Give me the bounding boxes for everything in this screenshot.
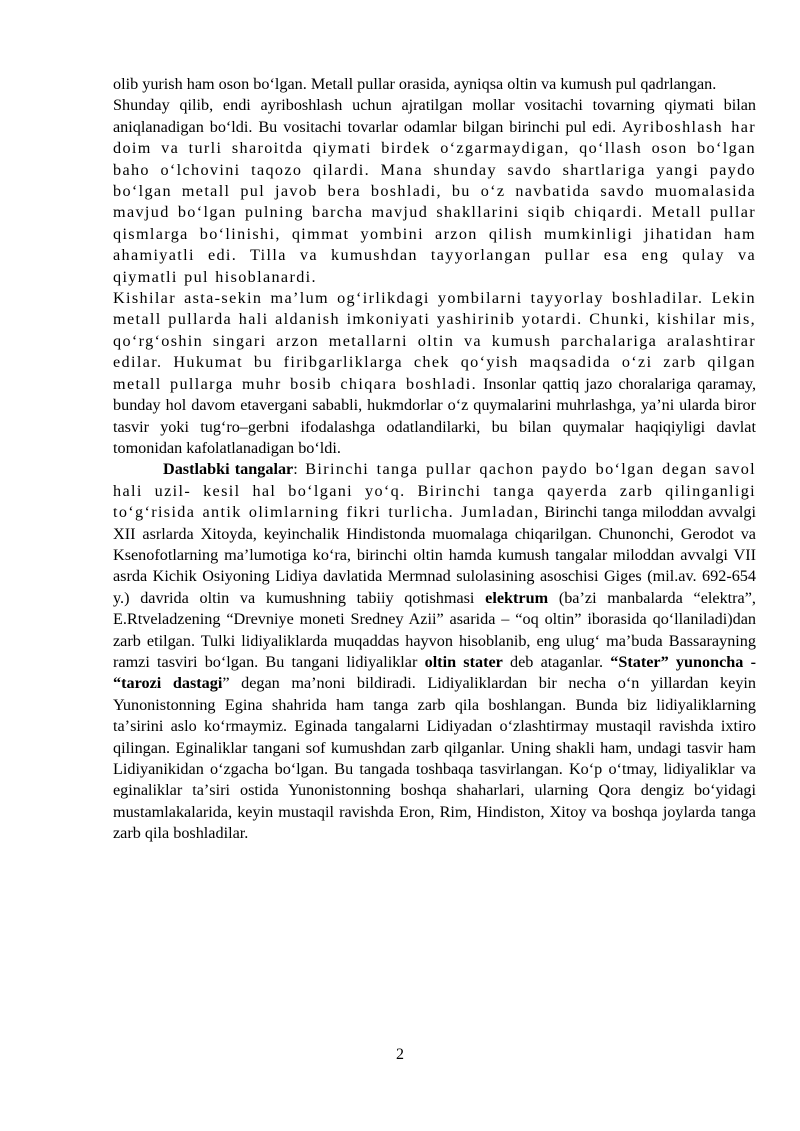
term-elektrum: elektrum bbox=[485, 588, 549, 607]
paragraph-4-text-4: ” degan maʼnoni bildiradi. Lidiyaliklardan bir necha oʻn yillardan keyin Yunonistonning Egina shahrida ham tanga zarb qila boshlangan. Bunda biz lidiyaliklarning taʼsirini aslo koʻrmaymiz. Eginada tangalarni Lidiyadan oʻzlashtirmay mustaqil ravishda ixtiro qilingan. Eginaliklar tangani sof kumushdan zarb qilganlar. Uning shakli ham, undagi tasvir ham Lidiyanikidan oʻzgacha boʻlgan. Bu tangada toshbaqa tasvirlangan. Koʻp oʻtmay, lidiyaliklar va eginaliklar taʼsiri ostida Yunonistonning boshqa shaharlari, ularning Qora dengiz boʻyidagi mustamlakalarida, keyin mustaqil ravishda Eron, Rim, Hindiston, Xitoy va boshqa joylarda tanga zarb qila boshladilar. bbox=[113, 674, 757, 843]
paragraph-3 bbox=[113, 288, 756, 459]
heading-colon: : bbox=[293, 460, 298, 479]
paragraph-1 bbox=[113, 74, 756, 95]
paragraph-3-text: Insonlar qattiq jazo choralariga qaramay, bunday hol davom etavergani sababli, hukmdorlar oʻz quymalarini muhrlashga, yaʼni ularda biror tasvir yoki tugʻro–gerbni ifodalashga odatlandilarki, bu bilan quymalar haqiqiyligi davlat tomonidan kafolatlanadigan boʻldi. bbox=[113, 374, 757, 457]
term-stater: “Stater” yunoncha - “tarozi dastagi bbox=[113, 652, 756, 693]
body-text bbox=[113, 74, 756, 845]
term-oltin-stater: oltin stater bbox=[424, 652, 503, 671]
paragraph-4-text-2: (baʼzi manbalarda “elektra”, E.Rtveladzening “Drevniye moneti Sredney Azii” asarida – “oq oltin” iborasida qoʻllaniladi)dan zarb etilgan. Tulki lidiyaliklarda muqaddas hayvon hisoblanib, eng ulugʻ maʼbuda Bassarayning ramzi tasviri boʻlgan. Bu tangani lidiyaliklar bbox=[113, 588, 756, 671]
paragraph-1-text: olib yurish ham oson boʻlgan. Metall pullar orasida, ayniqsa oltin va kumush pul qadrlangan. bbox=[113, 75, 717, 93]
paragraph-4-spaced-text: Birinchi tanga pullar qachon paydo boʻlgan degan savol hali uzil- kesil hal boʻlgani yoʻq. Birinchi tanga qayerda zarb qilinganligi toʻgʻrisida antik olimlarning fikri turlicha. Jumladan, bbox=[113, 460, 756, 522]
paragraph-2 bbox=[113, 95, 756, 288]
paragraph-4-text-1: Birinchi tanga miloddan avvalgi XII asrlarda Xitoyda, keyinchalik Hindistonda muomalaga chiqarilgan. Chunonchi, Gerodot va Ksenofotlarning maʼlumotiga koʻra, birinchi oltin hamda kumush tangalar miloddan avvalgi VII asrda Kichik Osiyoning Lidiya davlatida Mermnad sulolasining asoschisi Giges (mil.av. 692-654 y.) davrida oltin va kumushning tabiiy qotishmasi bbox=[113, 503, 756, 607]
paragraph-4 bbox=[113, 459, 756, 844]
paragraph-3-spaced-text: Kishilar asta-sekin maʼlum ogʻirlikdagi yombilarni tayyorlay boshladilar. Lekin metall pullarda hali aldanish imkoniyati yashirinib yotardi. Chunki, kishilar mis, qoʻrgʻoshin singari arzon metallarni oltin va kumush parchalariga aralashtirar edilar. Hukumat bu firibgarliklarga chek qoʻyish maqsadida oʻzi zarb qilgan metall pullarga muhr bosib chiqara boshladi. bbox=[113, 289, 756, 393]
paragraph-2-spaced-text: Ayriboshlash har doim va turli sharoitda qiymati birdek oʻzgarmaydigan, qoʻllash oson boʻlgan baho oʻlchovini taqozo qilardi. Mana shunday savdo shartlariga yangi paydo boʻlgan metall pul javob bera boshladi, bu oʻz navbatida savdo muomalasida mavjud boʻlgan pulning barcha mavjud shakllarini siqib chiqardi. Metall pullar qismlarga boʻlinishi, qimmat yombini arzon qilish mumkinligi jihatidan ham ahamiyatli edi. Tilla va kumushdan tayyorlangan pullar esa eng qulay va qiymatli pul hisoblanardi. bbox=[113, 117, 757, 286]
section-heading: Dastlabki tangalar bbox=[163, 460, 294, 479]
paragraph-2-text: Shunday qilib, endi ayriboshlash uchun ajratilgan mollar vositachi tovarning qiymati bilan aniqlanadigan boʻldi. Bu vositachi tovarlar odamlar bilgan birinchi pul edi. bbox=[113, 96, 756, 136]
paragraph-4-text-3: deb ataganlar. bbox=[502, 652, 611, 671]
page-number: 2 bbox=[396, 1046, 404, 1063]
